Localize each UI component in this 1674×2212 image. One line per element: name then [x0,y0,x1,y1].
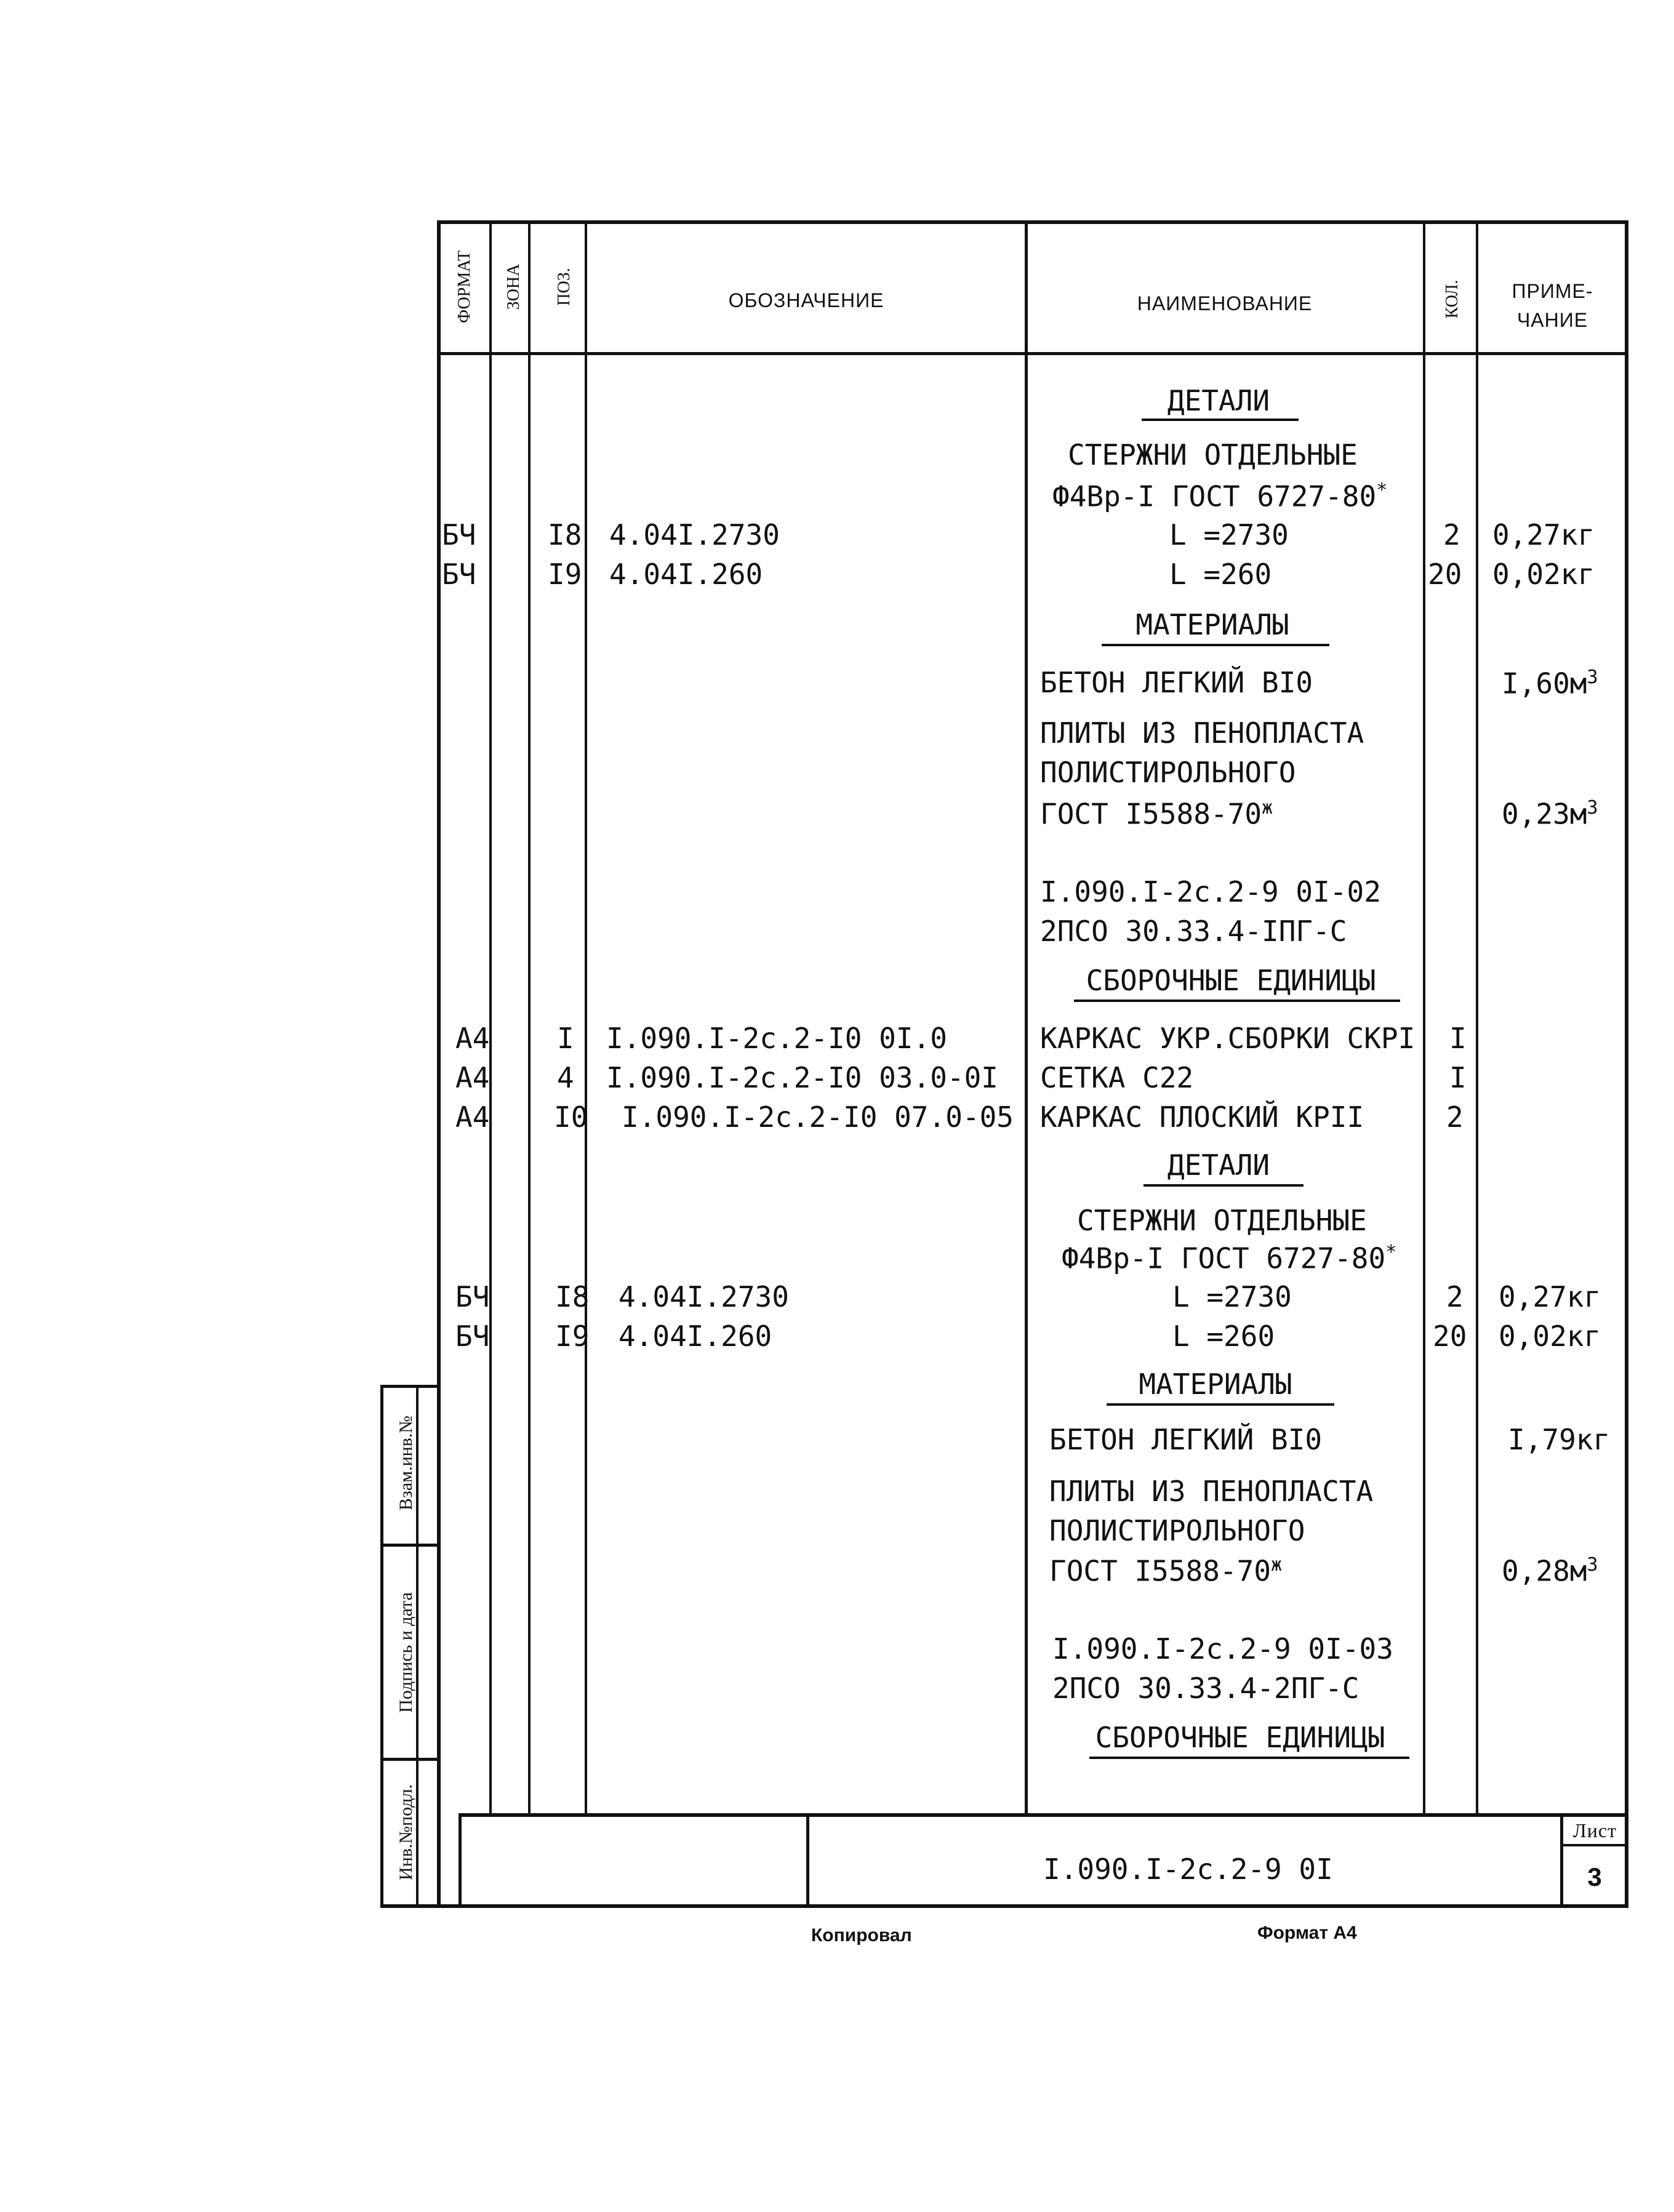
item-name: БЕТОН ЛЕГКИЙ BI0 [1040,666,1313,699]
unit-exponent: 3 [1587,797,1598,819]
section-title: ДЕТАЛИ [1167,384,1270,417]
standard-text: ГОСТ I5588-70 [1049,1554,1272,1588]
section-title: СБОРОЧНЫЕ ЕДИНИЦЫ [1086,964,1376,997]
footnote-mark: * [1376,479,1388,501]
sheet-label: Лист [1572,1819,1617,1841]
stamp-outer-left [380,1385,383,1908]
format-cell: А4 [455,1022,490,1055]
section-underline [1107,1403,1334,1406]
qty-cell: I [1449,1061,1467,1094]
titleblock-top [459,1813,1628,1817]
designation-cell: I.090.I-2c.2-I0 03.0-0I [606,1061,998,1094]
note-cell: 0,27кг [1499,1280,1601,1313]
note-cell [1502,667,1598,700]
item-name: L =260 [1172,1320,1275,1353]
sheet-number: 3 [1587,1862,1603,1891]
footnote-mark: ж [1271,1554,1283,1576]
format-label: Формат А4 [1257,1923,1357,1943]
item-name: ПОЛИСТИРОЛЬНОГО [1040,756,1296,789]
header-name: НАИМЕНОВАНИЕ [1137,292,1313,315]
pos-cell: I [557,1022,574,1055]
frame-bottom [382,1904,1628,1908]
header-note-line2: ЧАНИЕ [1516,309,1588,331]
pos-cell: I8 [555,1280,590,1313]
item-name: ПЛИТЫ ИЗ ПЕНОПЛАСТА [1040,716,1364,750]
frame-right [1625,220,1628,1907]
format-cell: БЧ [455,1280,490,1313]
note-value: 0,23м [1502,797,1587,831]
pos-cell: 4 [557,1061,574,1094]
header-bottom [437,352,1628,355]
header-qty: КОЛ. [1443,279,1462,319]
unit-exponent: 3 [1587,1554,1598,1576]
designation-cell: 4.04I.260 [619,1320,772,1353]
format-cell: БЧ [442,518,476,551]
note-cell [1502,1554,1598,1588]
header-note-line1: ПРИМЕ- [1512,280,1593,302]
qty-cell: 2 [1446,1280,1464,1313]
pos-cell: I0 [554,1100,588,1134]
item-name: СТЕРЖНИ ОТДЕЛЬНЫЕ [1068,438,1358,471]
stamp-label-inv-replace: Взам.инв.№ [396,1415,416,1511]
item-name: СТЕРЖНИ ОТДЕЛЬНЫЕ [1077,1204,1367,1237]
section-title: СБОРОЧНЫЕ ЕДИНИЦЫ [1095,1721,1385,1754]
copied-label: Копировал [811,1925,912,1946]
standard-text: Ф4Вр-I ГОСТ 6727-80 [1052,479,1377,513]
qty-cell: I [1449,1022,1467,1055]
pos-cell: I9 [548,558,582,591]
unit-exponent: 3 [1587,667,1598,688]
note-cell [1502,797,1598,831]
format-cell: БЧ [455,1320,490,1353]
designation-cell: 4.04I.2730 [609,518,780,551]
note-cell: 0,02кг [1499,1320,1601,1353]
col-sep-qty [1476,220,1478,1813]
standard-text: Ф4Вр-I ГОСТ 6727-80 [1062,1241,1386,1275]
frame-left [437,220,441,1907]
qty-cell: 20 [1433,1320,1467,1353]
col-sep-format [489,220,492,1813]
item-name [1062,1241,1397,1275]
item-name: L =2730 [1172,1280,1292,1313]
item-name: ПОЛИСТИРОЛЬНОГО [1049,1514,1305,1547]
item-name [1052,479,1388,513]
item-name: L =2730 [1169,518,1289,551]
note-value: 0,28м [1502,1554,1587,1588]
header-format: ФОРМАТ [455,250,474,324]
section-underline [1074,1000,1400,1002]
note-value: I,60м [1502,667,1587,700]
item-name: СЕТКА С22 [1040,1061,1194,1094]
pos-cell: I8 [548,518,582,551]
qty-cell: 20 [1428,558,1462,591]
pos-cell: I9 [555,1320,590,1353]
designation-cell: I.090.I-2c.2-I0 0I.0 [606,1022,947,1055]
designation-cell: 4.04I.260 [609,558,763,591]
format-cell: А4 [455,1061,490,1094]
note-cell: I,79кг [1508,1423,1611,1456]
frame-top [437,220,1628,224]
titleblock-sep [806,1813,809,1907]
document-code: I.090.I-2c.2-9 0I [1043,1853,1333,1886]
item-name: КАРКАС ПЛОСКИЙ КРII [1040,1100,1364,1134]
designation-cell: 4.04I.2730 [619,1280,789,1313]
item-name [1049,1554,1283,1588]
stamp-top [380,1385,439,1388]
col-sep-name [1423,220,1425,1813]
section-underline [1102,644,1329,646]
section-underline [1089,1757,1409,1759]
titleblock-left [459,1813,462,1907]
item-name: I.090.I-2c.2-9 0I-02 [1040,875,1381,908]
titleblock-sheet-label-line [1560,1844,1628,1846]
format-cell: БЧ [442,558,476,591]
section-title: МАТЕРИАЛЫ [1139,1368,1292,1401]
footnote-mark: ж [1262,797,1273,819]
item-name: 2ПСО 30.33.4-IПГ-С [1040,915,1347,948]
item-name: ПЛИТЫ ИЗ ПЕНОПЛАСТА [1049,1475,1374,1508]
header-zone: ЗОНА [504,263,523,310]
designation-cell: I.090.I-2c.2-I0 07.0-05 [622,1100,1014,1134]
col-sep-designation [1025,220,1028,1813]
stamp-label-inv-original: Инв.№подл. [396,1784,416,1880]
stamp-sep-1 [380,1544,439,1547]
item-name: L =260 [1169,558,1272,591]
qty-cell: 2 [1446,1100,1464,1134]
item-name [1040,797,1273,831]
section-title: МАТЕРИАЛЫ [1135,608,1289,641]
standard-text: ГОСТ I5588-70 [1040,797,1262,831]
note-cell: 0,02кг [1492,558,1595,591]
header-designation: ОБОЗНАЧЕНИЕ [728,289,884,311]
item-name: КАРКАС УКР.СБОРКИ СКРI [1040,1022,1416,1055]
footnote-mark: * [1385,1241,1397,1263]
section-underline [1142,419,1299,421]
format-cell: А4 [455,1100,490,1134]
item-name: БЕТОН ЛЕГКИЙ BI0 [1049,1423,1323,1456]
col-sep-zone [528,220,531,1813]
note-cell: 0,27кг [1492,518,1595,551]
section-underline [1143,1184,1304,1187]
stamp-sep-2 [380,1758,439,1761]
header-pos: ПОЗ. [555,268,574,306]
item-name: I.090.I-2c.2-9 0I-03 [1052,1632,1393,1665]
stamp-label-signature-date: Подпись и дата [396,1592,416,1713]
section-title: ДЕТАЛИ [1167,1148,1270,1182]
item-name: 2ПСО 30.33.4-2ПГ-С [1052,1672,1360,1705]
qty-cell: 2 [1443,518,1460,551]
col-sep-pos [585,220,587,1813]
